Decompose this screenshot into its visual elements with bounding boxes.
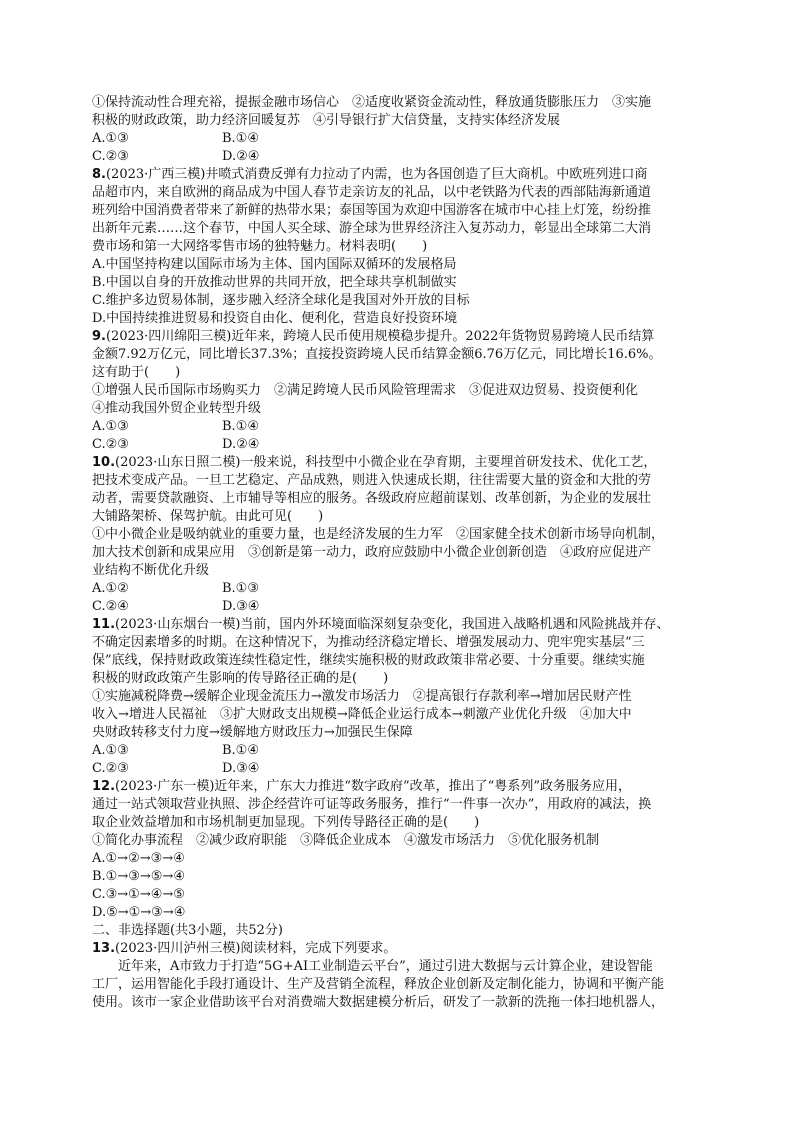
document-page bbox=[92, 94, 710, 1012]
q13-head bbox=[92, 940, 710, 958]
q10-option-b: B.①③ bbox=[222, 581, 259, 596]
q9-stem-line: 这有助于( ) bbox=[92, 365, 181, 380]
q12-stem-line bbox=[92, 778, 710, 796]
q7-option-a: A.①③ bbox=[92, 131, 129, 146]
q11-options-row-1 bbox=[92, 742, 710, 760]
q9-stem-text: (2023·四川绵阳三模)近年来，跨境人民币使用规模稳步提升。2022年货物贸易跨境人民币结算 bbox=[105, 329, 655, 344]
q12-number: 12. bbox=[92, 779, 116, 794]
q7-options-row-1 bbox=[92, 130, 710, 148]
section-heading: 二、非选择题(共3小题，共52分) bbox=[92, 923, 283, 938]
q13-head-text: (2023·四川泸州三模)阅读材料，完成下列要求。 bbox=[115, 941, 397, 956]
q9-statement-line: ①增强人民币国际市场购买力 ②满足跨境人民币风险管理需求 ③促进双边贸易、投资便利化 bbox=[92, 383, 639, 398]
q11-statement-line: 央财政转移支付力度→缓解地方财政压力→加强民生保障 bbox=[92, 725, 413, 740]
q12-option-a: A.①→②→③→④ bbox=[92, 851, 185, 866]
q9-options-row-2 bbox=[92, 436, 710, 454]
q10-number: 10. bbox=[92, 455, 116, 470]
q7-option-c: C.②③ bbox=[92, 149, 129, 164]
q10-options-row-2 bbox=[92, 598, 710, 616]
question-8 bbox=[92, 166, 710, 328]
q12-option-d: D.⑤→①→③→④ bbox=[92, 905, 186, 920]
q8-number: 8. bbox=[92, 167, 106, 182]
q9-option-c: C.②③ bbox=[92, 437, 129, 452]
q8-stem-line: 班列给中国消费者带来了新鲜的热带水果；泰国等国为欢迎中国游客在城市中心挂上灯笼，纷纷推 bbox=[92, 203, 652, 218]
q7-option-b: B.①④ bbox=[222, 131, 259, 146]
q11-number: 11. bbox=[92, 617, 116, 632]
q13-material-line: 近年来，A市致力于打造“5G+AI工业制造云平台”，通过引进大数据与云计算企业，建设智能 bbox=[118, 959, 653, 974]
q7-statement-line: ①保持流动性合理充裕，提振金融市场信心 ②适度收紧资金流动性，释放通货膨胀压力 ③实施 bbox=[92, 95, 652, 110]
q9-option-a: A.①③ bbox=[92, 419, 129, 434]
q12-stem-line: 通过一站式领取营业执照、涉企经营许可证等政务服务，推行“一件事一次办”，用政府的减法，换 bbox=[92, 797, 652, 812]
q10-statement-line: ①中小微企业是吸纳就业的重要力量，也是经济发展的生力军 ②国家健全技术创新市场导向机制， bbox=[92, 527, 665, 542]
q10-stem-text: (2023·山东日照二模)一般来说，科技型中小微企业在孕育期，主要埋首研发技术、优化工艺， bbox=[115, 455, 657, 470]
q13-material-line: 使用。该市一家企业借助该平台对消费端大数据建模分析后，研发了一款新的洗拖一体扫地机器人， bbox=[92, 995, 665, 1010]
q9-option-b: B.①④ bbox=[222, 419, 259, 434]
q10-option-c: C.②④ bbox=[92, 599, 129, 614]
question-12 bbox=[92, 778, 710, 922]
q10-statement-line: 加大技术创新和成果应用 ③创新是第一动力，政府应鼓励中小微企业创新创造 ④政府应促进产 bbox=[92, 545, 652, 560]
q11-option-d: D.③④ bbox=[222, 761, 260, 776]
q7-statement-line: 积极的财政政策，助力经济回暖复苏 ④引导银行扩大信贷量，支持实体经济发展 bbox=[92, 113, 561, 128]
q9-stem-line: 金额7.92万亿元，同比增长37.3%；直接投资跨境人民币结算金额6.76万亿元，同比增长16.6%。 bbox=[92, 347, 662, 362]
q9-stem-line bbox=[92, 328, 710, 346]
question-9 bbox=[92, 328, 710, 454]
q8-option-b: B.中国以自身的开放推动世界的共同开放，把全球共享机制做实 bbox=[92, 275, 457, 290]
q8-option-d: D.中国持续推进贸易和投资自由化、便利化，营造良好投资环境 bbox=[92, 311, 458, 326]
q8-stem-text: (2023·广西三模)井喷式消费反弹有力拉动了内需，也为各国创造了巨大商机。中欧班列进口商 bbox=[105, 167, 648, 182]
q12-stem-line: 取企业效益增加和市场机制更加显现。下列传导路径正确的是( ) bbox=[92, 815, 480, 830]
q11-option-c: C.②③ bbox=[92, 761, 129, 776]
q8-stem-line: 费市场和第一大网络零售市场的独特魅力。材料表明( ) bbox=[92, 239, 428, 254]
q11-statement-line: ①实施减税降费→缓解企业现金流压力→激发市场活力 ②提高银行存款利率→增加居民财产性 bbox=[92, 689, 632, 704]
q8-option-c: C.维护多边贸易体制，逐步融入经济全球化是我国对外开放的目标 bbox=[92, 293, 470, 308]
q9-option-d: D.②④ bbox=[222, 437, 260, 452]
q12-option-b: B.①→③→⑤→④ bbox=[92, 869, 185, 884]
q12-statement-line: ①简化办事流程 ②减少政府职能 ③降低企业成本 ④激发市场活力 ⑤优化服务机制 bbox=[92, 833, 600, 848]
q10-stem-line bbox=[92, 454, 710, 472]
q10-option-d: D.③④ bbox=[222, 599, 260, 614]
q11-stem-text: (2023·山东烟台一模)当前，国内外环境面临深刻复杂变化，我国进入战略机遇和风险挑战并存、 bbox=[115, 617, 670, 632]
q10-stem-line: 把技术变成产品。一旦工艺稳定、产品成熟，则进入快速成长期，往往需要大量的资金和大批的劳 bbox=[92, 473, 652, 488]
q9-options-row-1 bbox=[92, 418, 710, 436]
q8-option-a: A.中国坚持构建以国际市场为主体、国内国际双循环的发展格局 bbox=[92, 257, 457, 272]
question-10 bbox=[92, 454, 710, 616]
q8-stem-line: 品超市内，来自欧洲的商品成为中国人春节走亲访友的礼品，以中老铁路为代表的西部陆海新通道 bbox=[92, 185, 652, 200]
q11-stem-line: 保”底线，保持财政政策连续性稳定性，继续实施积极的财政政策非常必要、十分重要。继续实施 bbox=[92, 653, 645, 668]
q10-option-a: A.①② bbox=[92, 581, 129, 596]
q11-option-b: B.①④ bbox=[222, 743, 259, 758]
q13-material-line: 工厂，运用智能化手段打通设计、生产及营销全流程，释放企业创新及定制化能力，协调和平衡产能 bbox=[92, 977, 665, 992]
q11-options-row-2 bbox=[92, 760, 710, 778]
q11-stem-line bbox=[92, 616, 710, 634]
q11-stem-line: 积极的财政政策产生影响的传导路径正确的是( ) bbox=[92, 671, 389, 686]
question-11 bbox=[92, 616, 710, 778]
q11-statement-line: 收入→增进人民福祉 ③扩大财政支出规模→降低企业运行成本→刺激产业优化升级 ④加大中 bbox=[92, 707, 632, 722]
q9-number: 9. bbox=[92, 329, 106, 344]
q8-stem-line bbox=[92, 166, 710, 184]
q7-options-row-2 bbox=[92, 148, 710, 166]
q10-stem-line: 大铺路架桥、保驾护航。由此可见( ) bbox=[92, 509, 324, 524]
question-13 bbox=[92, 940, 710, 1012]
q7-option-d: D.②④ bbox=[222, 149, 260, 164]
q12-stem-text: (2023·广东一模)近年来，广东大力推进“数字政府”改革，推出了“粤系列”政务服务应用， bbox=[115, 779, 631, 794]
q11-stem-line: 不确定因素增多的时期。在这种情况下，为推动经济稳定增长、增强发展动力、兜牢兜实基层“三 bbox=[92, 635, 645, 650]
q9-statement-line: ④推动我国外贸企业转型升级 bbox=[92, 401, 262, 416]
q10-statement-line: 业结构不断优化升级 bbox=[92, 563, 210, 578]
q12-option-c: C.③→①→④→⑤ bbox=[92, 887, 185, 902]
q11-option-a: A.①③ bbox=[92, 743, 129, 758]
q13-number: 13. bbox=[92, 941, 116, 956]
q10-stem-line: 动者，需要贷款融资、上市辅导等相应的服务。各级政府应超前谋划、改革创新，为企业的发展壮 bbox=[92, 491, 652, 506]
q8-stem-line: 出新年元素……这个春节，中国人买全球、游全球为世界经济注入复苏动力，彰显出全球第二大消 bbox=[92, 221, 652, 236]
q10-options-row-1 bbox=[92, 580, 710, 598]
